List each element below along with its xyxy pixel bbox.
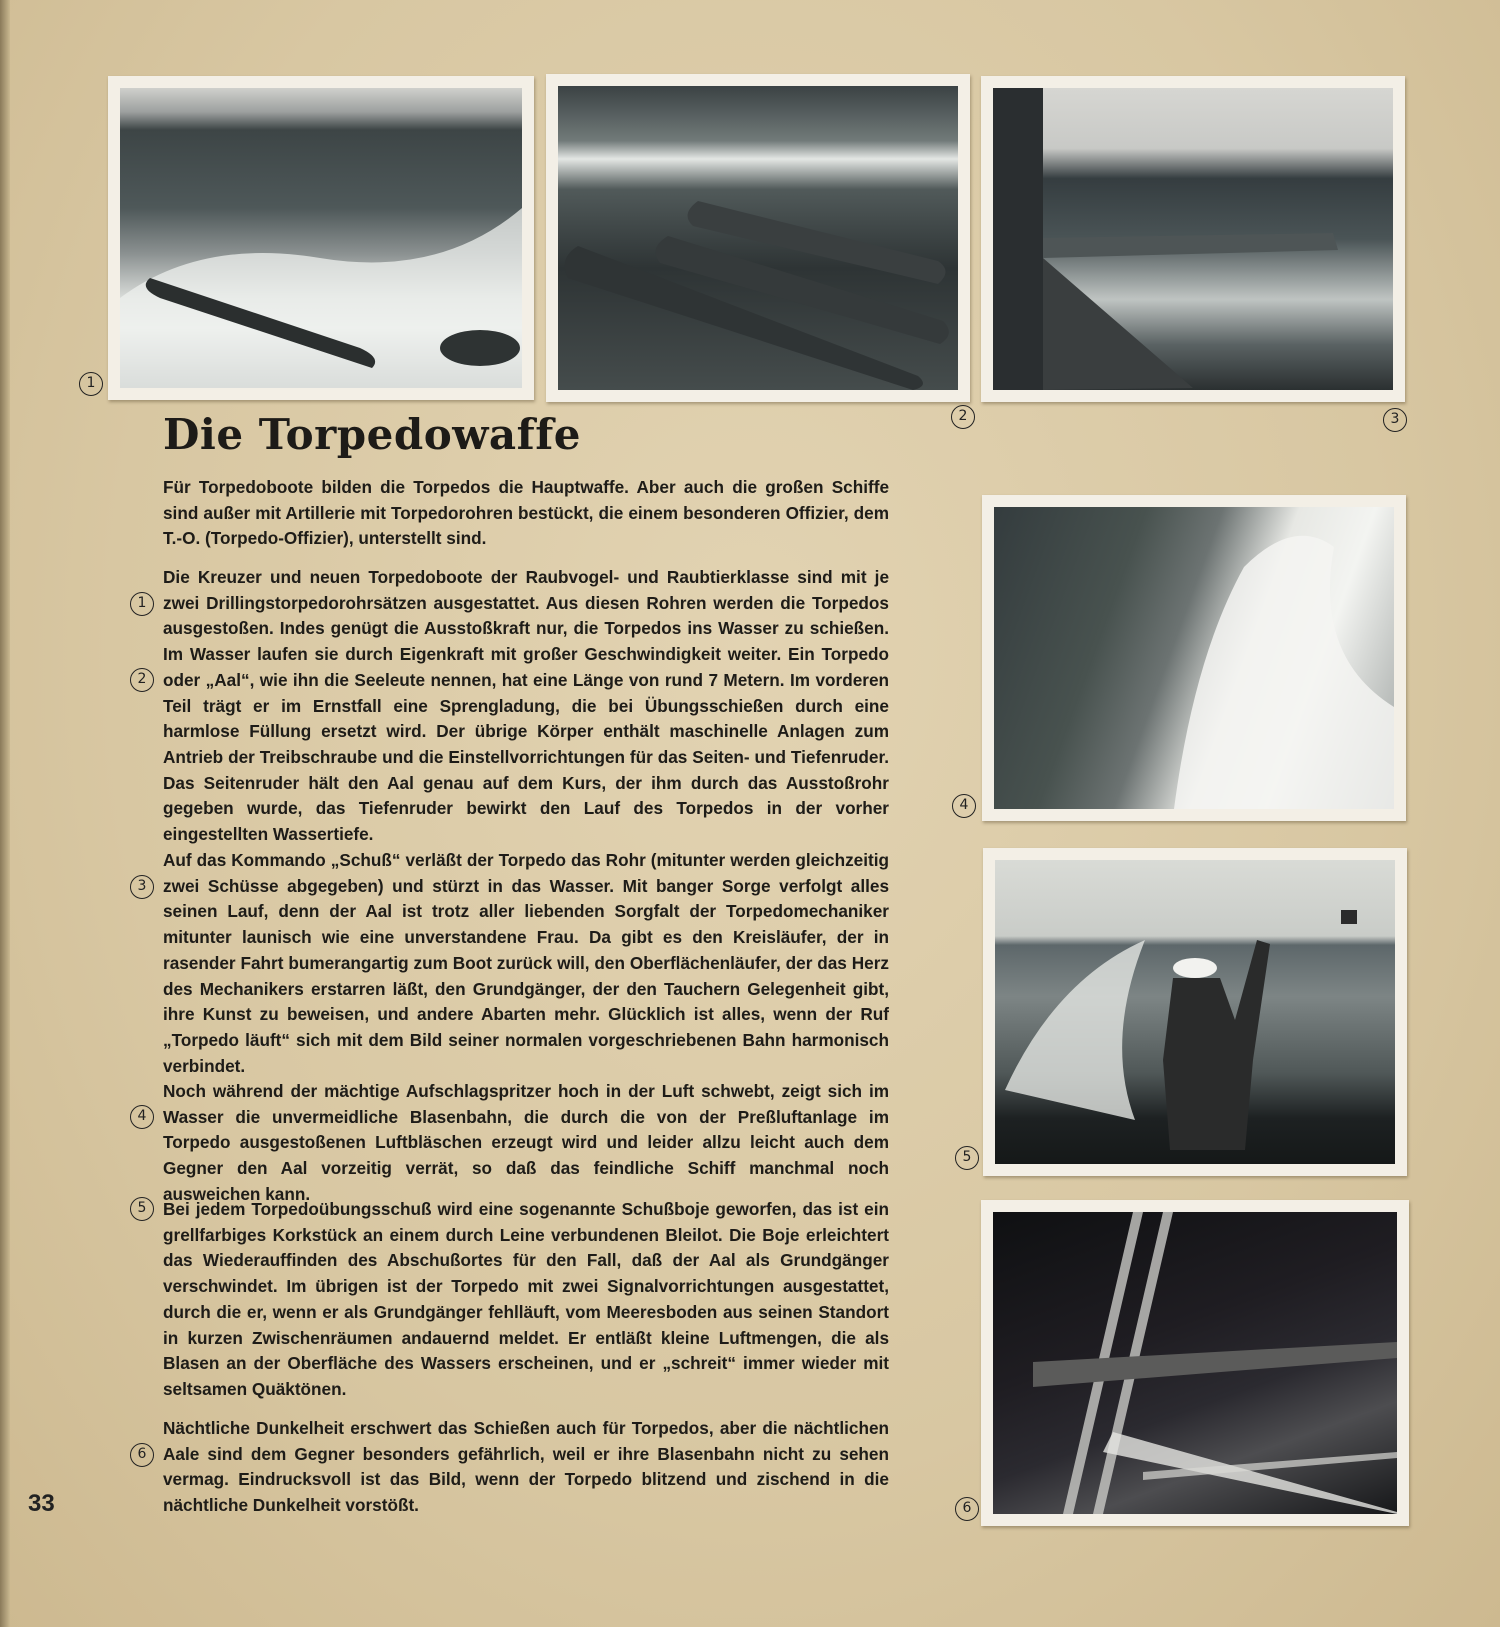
page-edge <box>0 0 10 1627</box>
text-marker-6: 6 <box>130 1443 154 1467</box>
text-marker-2: 2 <box>130 668 154 692</box>
photo-2-torpedo-tubes <box>546 74 970 402</box>
paragraph-night: Nächtliche Dunkelheit erschwert das Schießen auch für Torpedos, aber die nächtlichen Aale sind dem Gegner besonders gefährlich, weil er ihre Blasenbahn nicht zu sehen vermag. Eindrucksvoll ist das Bild, wenn der Torpedo blitzend und zischend in die nächtliche Dunkelheit vorstößt. <box>163 1418 889 1516</box>
text-marker-5: 5 <box>130 1197 154 1221</box>
page-title: Die Torpedowaffe <box>163 410 581 459</box>
paragraph-cruisers: Die Kreuzer und neuen Torpedoboote der Raubvogel- und Raubtierklasse sind mit je zwei Drillingstorpedorohrsätzen ausgestattet. Aus diesen Rohren werden die Torpedos ausgestoßen. Indes genügt die Ausstoßkraft nur, die Torpedos ins Wasser zu schießen. Im Wasser laufen sie durch Eigenkraft mit großer Geschwindigkeit weiter. Ein Torpedo oder „Aal“, wie ihn die Seeleute nennen, hat eine Länge von rund 7 Metern. Im vorderen Teil trägt er im Ernstfall eine Sprengladung, die bei Übungsschießen durch eine harmlose Füllung ersetzt wird. Der übrige Körper enthält maschinelle Anlagen zum Antrieb der Treibschraube und die Einstellvorrichtungen für das Seiten- und Tiefenruder. Das Seitenruder hält den Aal genau auf dem Kurs, der ihm durch das Ausstoßrohr gegeben wurde, das Tiefenruder bewirkt den Lauf des Torpedos in der vorher eingestellten Wassertiefe. <box>163 567 889 845</box>
photo-5-buoy-throw <box>983 848 1407 1176</box>
photo-3-torpedo-launch <box>981 76 1405 402</box>
photo-marker-2: 2 <box>951 405 975 429</box>
photo-6-night-launch <box>981 1200 1409 1526</box>
photo-4-splash <box>982 495 1406 821</box>
page-number: 33 <box>28 1490 55 1517</box>
paragraph-buoy: Bei jedem Torpedoübungsschuß wird eine sogenannte Schußboje geworfen, das ist ein grellfarbiges Korkstück an einem durch Leine verbundenen Bleilot. Die Boje erleichtert das Wiederauffinden des Abschußortes für den Fall, daß der Aal als Grundgänger verschwindet. Im übrigen ist der Torpedo mit zwei Signalvorrichtungen ausgestattet, durch die er, wenn er als Grundgänger fehlläuft, vom Meeresboden aus seinen Standort in kurzen Zwischenräumen andauernd meldet. Er entläßt kleine Luftmengen, die als Blasen an der Oberfläche des Wassers erscheinen, und er „schreit“ immer wieder mit seltsamen Quäktönen. <box>163 1199 889 1399</box>
text-marker-3: 3 <box>130 875 154 899</box>
paragraph-command: Auf das Kommando „Schuß“ verläßt der Torpedo das Rohr (mitunter werden gleichzeitig zwei Schüsse abgegeben) und stürzt in das Wasser. Mit banger Sorge verfolgt alles seinen Lauf, denn der Aal ist trotz aller liebenden Sorgfalt der Torpedomechaniker mitunter launisch wie eine unverstandene Frau. Da gibt es den Kreisläufer, der in rasender Fahrt bumerangartig zum Boot zurück will, den Oberflächenläufer, der das Herz des Mechanikers erstarren läßt, den Grundgänger, der den Tauchern Gelegenheit gibt, ihre Kunst zu beweisen, und andere Abarten mehr. Glücklich ist alles, wenn der Ruf „Torpedo läuft“ sich mit dem Bild seiner normalen vorgeschriebenen Bahn harmonisch verbindet. <box>163 850 889 1076</box>
paragraph-intro: Für Torpedoboote bilden die Torpedos die Hauptwaffe. Aber auch die großen Schiffe sind außer mit Artillerie mit Torpedorohren bestückt, die einem besonderen Offizier, dem T.-O. (Torpedo-Offizier), unterstellt sind. <box>163 477 889 549</box>
text-marker-1: 1 <box>130 592 154 616</box>
photo-marker-5: 5 <box>955 1146 979 1170</box>
photo-1-torpedo-in-water <box>108 76 534 400</box>
photo-marker-4: 4 <box>952 794 976 818</box>
paragraph-bubble-trail: Noch während der mächtige Aufschlagspritzer hoch in der Luft schwebt, zeigt sich im Wasser die unvermeidliche Blasenbahn, die durch die von der Preßluftanlage im Torpedo ausgestoßenen Luftbläschen erzeugt wird und leider allzu leicht auch dem Gegner den Aal vorzeitig verrät, so daß das feindliche Schiff manchmal noch ausweichen kann. <box>163 1081 889 1204</box>
photo-marker-3: 3 <box>1383 408 1407 432</box>
text-marker-4: 4 <box>130 1105 154 1129</box>
photo-marker-1: 1 <box>79 372 103 396</box>
photo-marker-6: 6 <box>955 1497 979 1521</box>
